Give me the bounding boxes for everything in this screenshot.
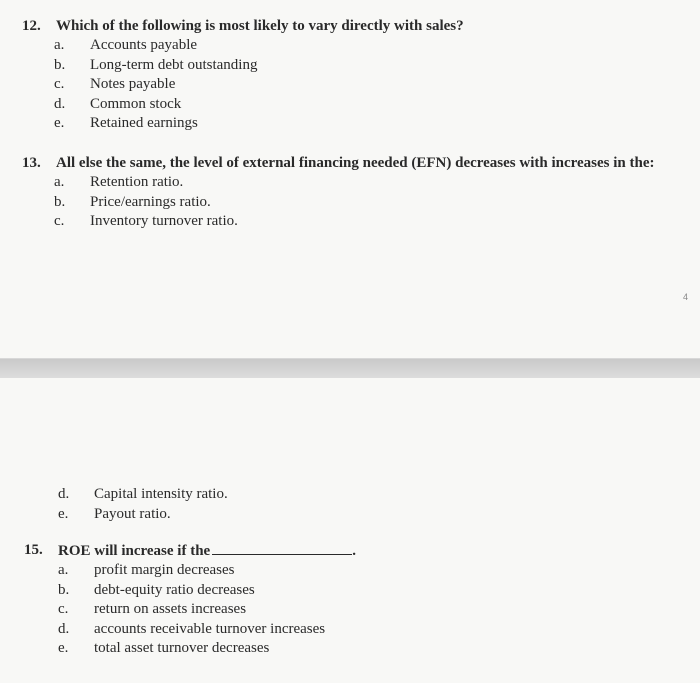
option-b bbox=[58, 581, 664, 601]
option-e bbox=[58, 639, 664, 659]
question-text-end: . bbox=[352, 543, 356, 559]
option-letter: a. bbox=[54, 37, 65, 53]
option-text: Payout ratio. bbox=[94, 505, 171, 522]
question-text: All else the same, the level of external financing needed (EFN) decreases with increases in the: bbox=[56, 155, 655, 171]
option-text: Retention ratio. bbox=[90, 174, 184, 190]
option-text: debt-equity ratio decreases bbox=[94, 581, 255, 598]
option-e bbox=[54, 114, 682, 134]
option-letter: d. bbox=[54, 95, 66, 112]
question-15-stem bbox=[24, 541, 664, 561]
question-number: 13. bbox=[22, 155, 41, 171]
option-text: Long-term debt outstanding bbox=[90, 56, 258, 73]
option-b bbox=[54, 56, 682, 76]
question-13 bbox=[22, 154, 678, 232]
option-text: return on assets increases bbox=[94, 601, 247, 617]
option-text: total asset turnover decreases bbox=[94, 640, 270, 656]
option-letter: e. bbox=[54, 115, 65, 131]
page-number: 4 bbox=[682, 292, 688, 302]
option-a bbox=[54, 173, 678, 193]
page-gap bbox=[0, 359, 700, 378]
question-12-stem bbox=[22, 17, 682, 36]
option-letter: d. bbox=[58, 486, 70, 502]
option-text: Common stock bbox=[90, 95, 182, 112]
option-d bbox=[54, 95, 682, 115]
option-letter: e. bbox=[58, 505, 69, 522]
option-text: Price/earnings ratio. bbox=[90, 193, 211, 210]
option-letter: e. bbox=[58, 640, 69, 656]
option-letter: a. bbox=[58, 562, 69, 578]
question-text: ROE will increase if the bbox=[58, 543, 211, 559]
option-letter: b. bbox=[54, 193, 66, 210]
question-text: Which of the following is most likely to vary directly with sales? bbox=[56, 18, 464, 34]
option-letter: c. bbox=[54, 76, 65, 92]
option-text: profit margin decreases bbox=[94, 562, 235, 578]
option-text: Accounts payable bbox=[90, 37, 198, 53]
option-letter: b. bbox=[54, 56, 66, 73]
option-letter: a. bbox=[54, 174, 65, 190]
option-a bbox=[58, 561, 664, 581]
option-b bbox=[54, 193, 678, 213]
option-d bbox=[58, 620, 664, 640]
question-text-wrap bbox=[58, 541, 664, 561]
option-text: Capital intensity ratio. bbox=[94, 486, 228, 502]
answer-blank bbox=[212, 541, 352, 555]
question-13-continued bbox=[58, 485, 458, 524]
option-e bbox=[58, 505, 458, 525]
question-number: 15. bbox=[24, 542, 43, 558]
option-c bbox=[54, 75, 682, 95]
option-letter: c. bbox=[58, 601, 69, 617]
option-c bbox=[54, 212, 678, 232]
option-d bbox=[58, 485, 458, 505]
option-text: Retained earnings bbox=[90, 115, 198, 131]
option-text: Notes payable bbox=[90, 76, 176, 92]
question-12 bbox=[22, 17, 682, 134]
option-letter: c. bbox=[54, 213, 65, 229]
option-c bbox=[58, 600, 664, 620]
question-15 bbox=[24, 541, 664, 659]
question-number: 12. bbox=[22, 18, 41, 34]
question-13-stem bbox=[22, 154, 678, 173]
option-text: Inventory turnover ratio. bbox=[90, 213, 238, 229]
option-letter: d. bbox=[58, 620, 70, 637]
option-text: accounts receivable turnover increases bbox=[94, 620, 326, 637]
option-a bbox=[54, 36, 682, 56]
option-letter: b. bbox=[58, 581, 70, 598]
